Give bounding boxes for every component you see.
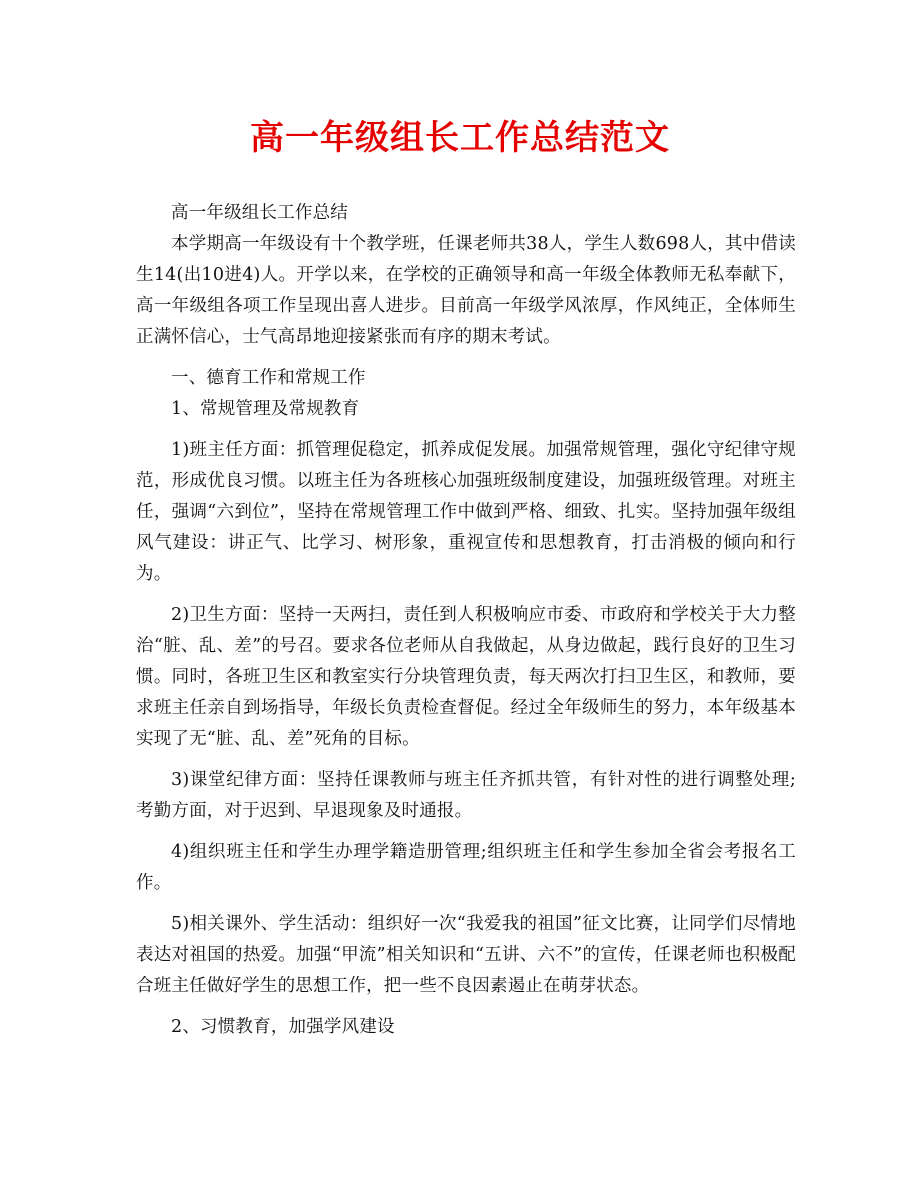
paragraph-registration: 4)组织班主任和学生办理学籍造册管理;组织班主任和学生参加全省会考报名工作。 xyxy=(136,842,796,893)
paragraph-hygiene: 2)卫生方面：坚持一天两扫，责任到人积极响应市委、市政府和学校关于大力整治“脏、乱、差”的号召。要求各位老师从自我做起，从身边做起，践行良好的卫生习惯。同时，各班卫生区和教室实行分块管理负责，每天两次打扫卫生区，和教师，要求班主任亲自到场指导，年级长负责检查督促。经过全年级师生的努力，本年级基本实现了无“脏、乱、差”死角的目标。 xyxy=(136,605,796,749)
section-heading-moral: 一、德育工作和常规工作 xyxy=(171,368,366,388)
paragraph-intro: 本学期高一年级设有十个教学班，任课老师共38人，学生人数698人，其中借读生14(出10进4)人。开学以来，在学校的正确领导和高一年级全体教师无私奉献下，高一年级组各项工作呈现出喜人进步。目前高一年级学风浓厚，作风纯正，全体师生正满怀信心，士气高昂地迎接紧张而有序的期末考试。 xyxy=(136,234,796,347)
paragraph-subtitle: 高一年级组长工作总结 xyxy=(171,203,348,223)
subsection-heading-routine: 1、常规管理及常规教育 xyxy=(171,399,360,419)
paragraph-class-teacher: 1)班主任方面：抓管理促稳定，抓养成促发展。加强常规管理，强化守纪律守规范，形成优良习惯。以班主任为各班核心加强班级制度建设，加强班级管理。对班主任，强调“六到位”，坚持在常规管理工作中做到严格、细致、扎实。坚持加强年级组风气建设：讲正气、比学习、树形象，重视宣传和思想教育，打击消极的倾向和行为。 xyxy=(136,440,796,584)
paragraph-activities: 5)相关课外、学生活动：组织好一次“我爱我的祖国”征文比赛，让同学们尽情地表达对祖国的热爱。加强“甲流”相关知识和“五讲、六不”的宣传，任课老师也积极配合班主任做好学生的思想工作，把一些不良因素遏止在萌芽状态。 xyxy=(136,914,796,996)
document-title: 高一年级组长工作总结范文 xyxy=(250,118,670,158)
subsection-heading-habits: 2、习惯教育，加强学风建设 xyxy=(171,1017,395,1037)
document-body xyxy=(136,198,796,1053)
paragraph-discipline: 3)课堂纪律方面：坚持任课教师与班主任齐抓共管，有针对性的进行调整处理;考勤方面，对于迟到、早退现象及时通报。 xyxy=(136,770,796,821)
